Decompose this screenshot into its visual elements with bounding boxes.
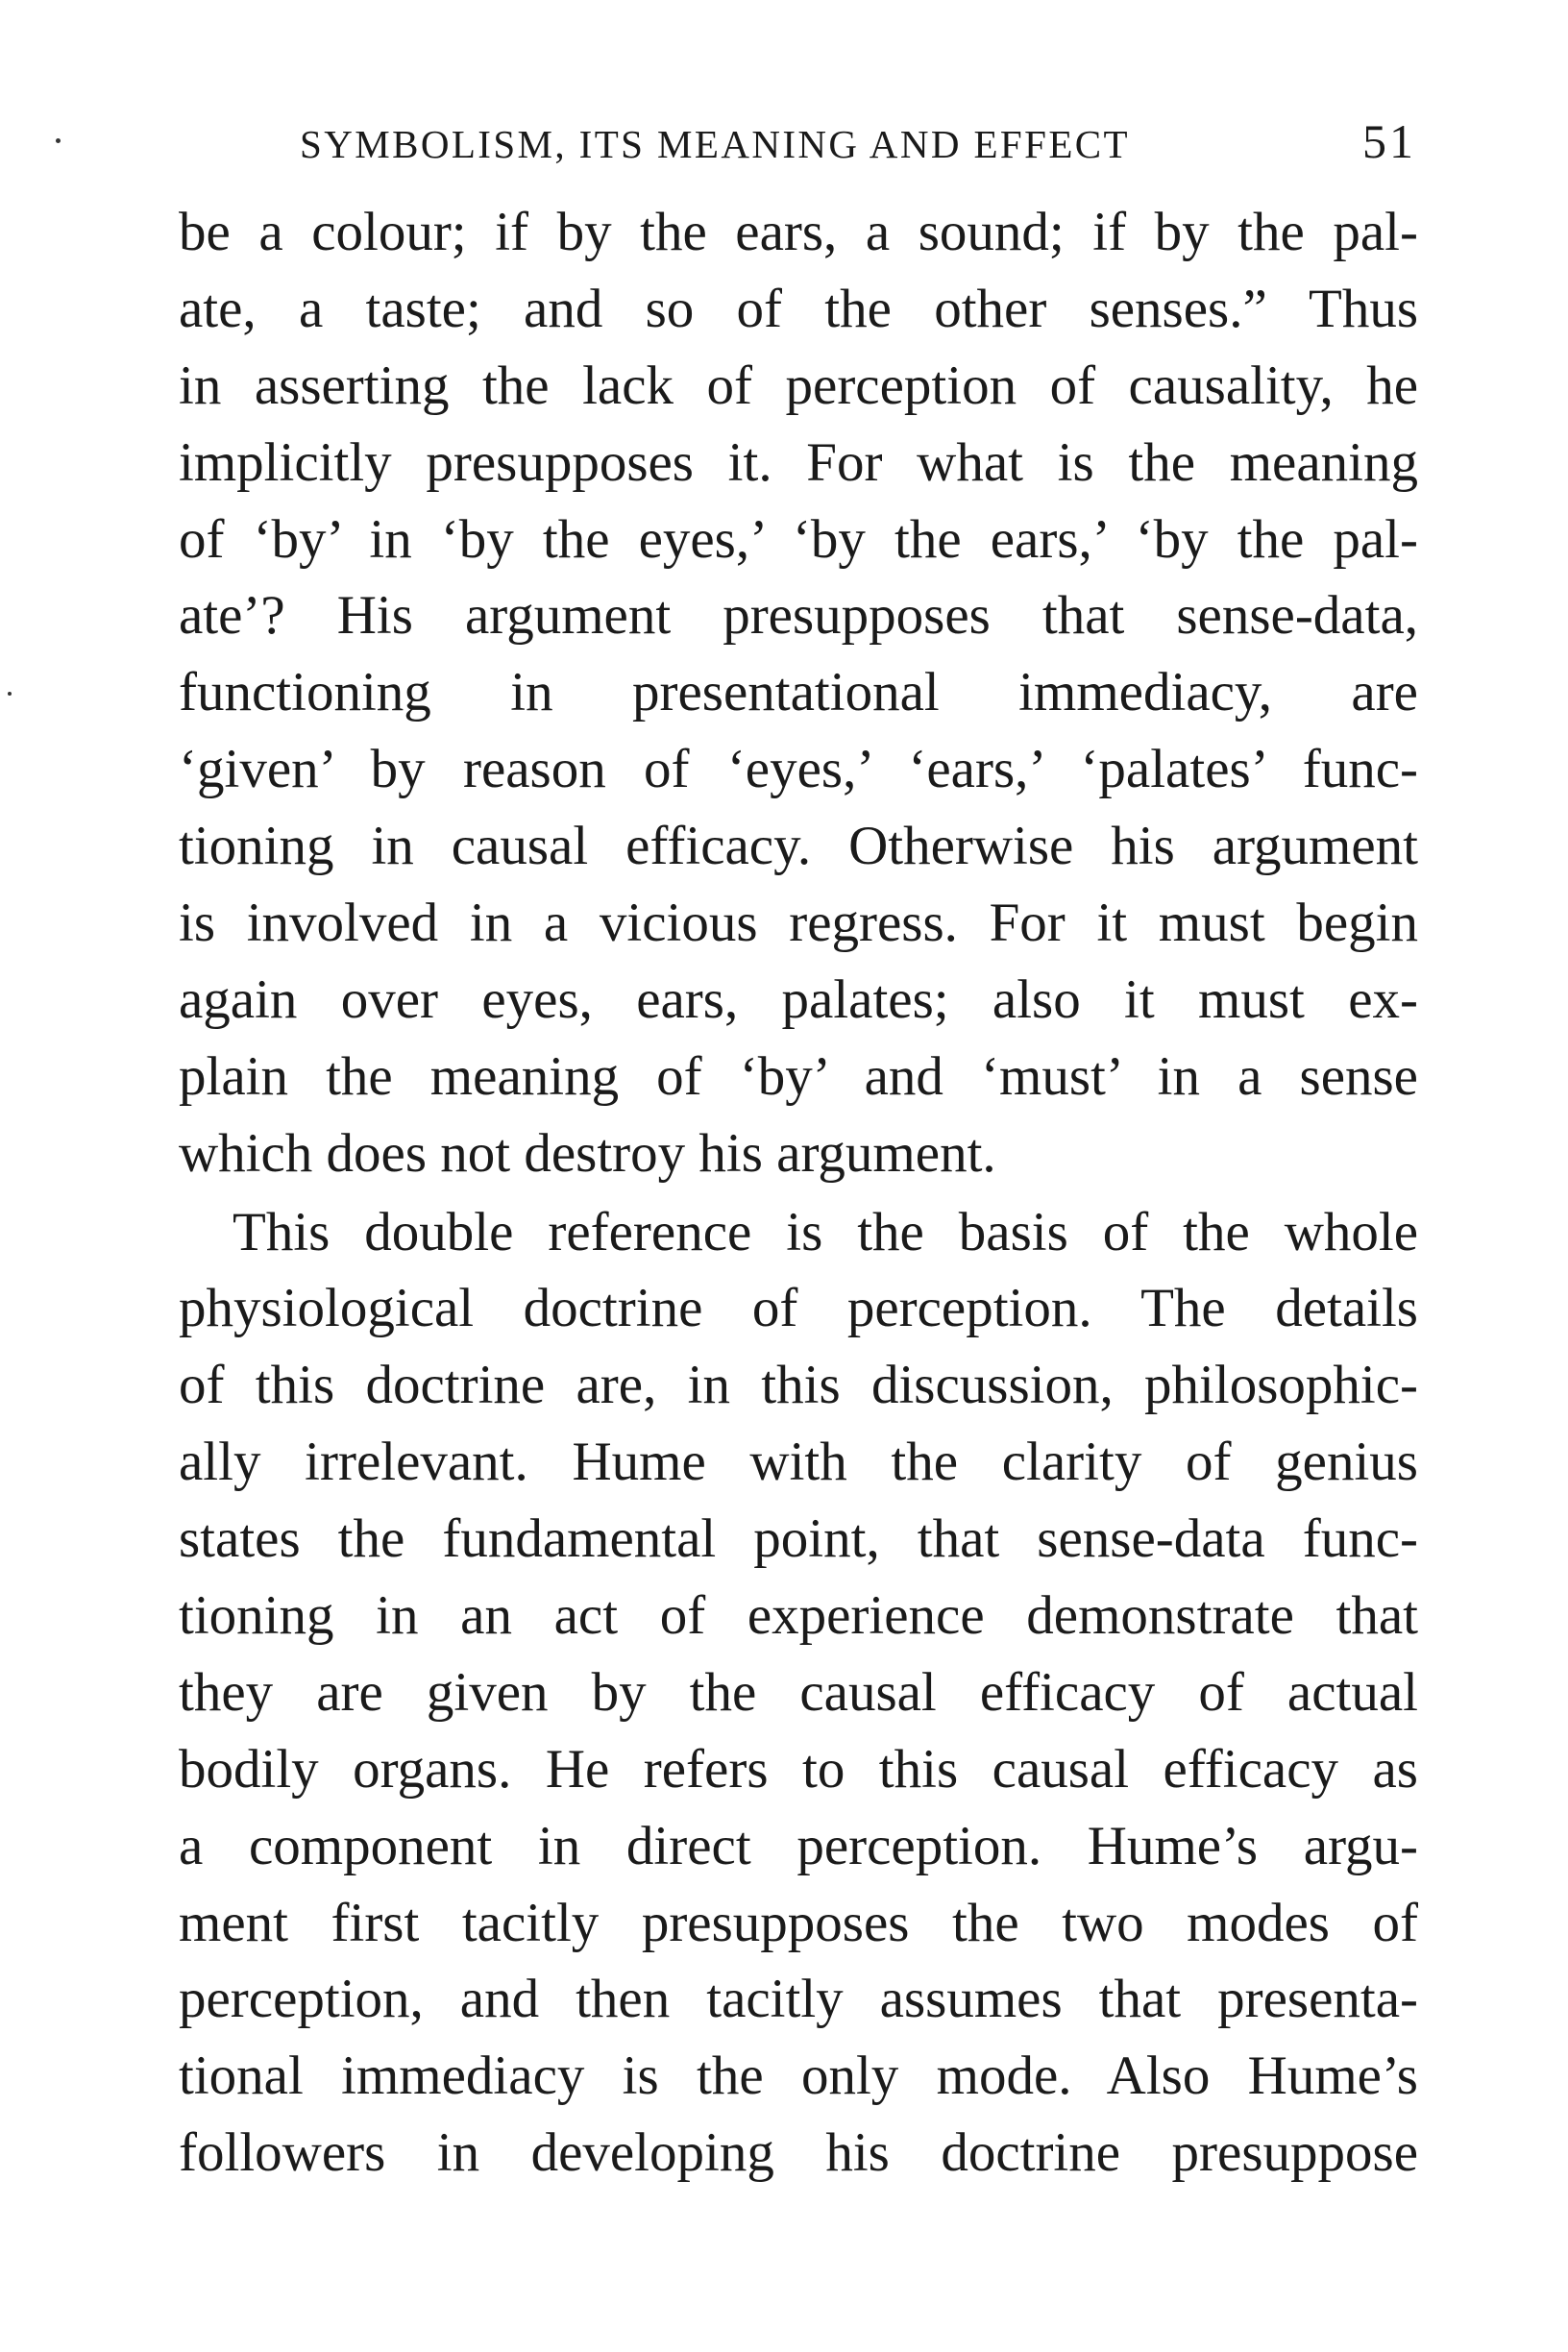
- text-line: tional immediacy is the only mode. Also Hume’s: [179, 2046, 1418, 2107]
- text-line: bodily organs. He refers to this causal efficacy as: [179, 1738, 1418, 1800]
- text-line: again over eyes, ears, palates; also it must ex-: [179, 968, 1418, 1030]
- running-title: SYMBOLISM, ITS MEANING AND EFFECT: [300, 122, 1130, 166]
- text-line: followers in developing his doctrine presuppose: [179, 2122, 1418, 2184]
- text-line: a component in direct perception. Hume’s argu-: [179, 1815, 1418, 1876]
- text-line: tioning in an act of experience demonstrate that: [179, 1585, 1418, 1647]
- paragraph-1: [179, 194, 1418, 1192]
- margin-dot: [56, 138, 61, 143]
- text-line: ate, a taste; and so of the other senses.” Thus: [179, 278, 1418, 339]
- text-line: functioning in presentational immediacy, are: [179, 662, 1418, 723]
- text-line: in asserting the lack of perception of causality, he: [179, 355, 1418, 416]
- book-page: [179, 110, 1418, 2223]
- text-line: This double reference is the basis of the whole: [233, 1201, 1418, 1262]
- text-line: plain the meaning of ‘by’ and ‘must’ in a sense: [179, 1045, 1418, 1107]
- text-line: ‘given’ by reason of ‘eyes,’ ‘ears,’ ‘palates’ func-: [179, 739, 1418, 800]
- text-line: ally irrelevant. Hume with the clarity of genius: [179, 1432, 1418, 1493]
- text-line: is involved in a vicious regress. For it must begin: [179, 893, 1418, 954]
- text-line: tioning in causal efficacy. Otherwise his argument: [179, 816, 1418, 877]
- running-head: [179, 110, 1418, 186]
- margin-dot: [8, 692, 12, 696]
- text-line: physiological doctrine of perception. The details: [179, 1278, 1418, 1339]
- page-number: 51: [1362, 114, 1416, 168]
- text-line: which does not destroy his argument.: [179, 1122, 996, 1184]
- text-line: be a colour; if by the ears, a sound; if by the pal-: [179, 202, 1418, 262]
- text-line: ate’? His argument presupposes that sense-data,: [179, 585, 1418, 647]
- text-line: perception, and then tacitly assumes that presenta-: [179, 1969, 1418, 2030]
- text-line: ment first tacitly presupposes the two modes of: [179, 1892, 1418, 1953]
- text-line: of this doctrine are, in this discussion, philosophic-: [179, 1355, 1418, 1416]
- body-text: [179, 194, 1418, 2192]
- text-line: states the fundamental point, that sense-data func-: [179, 1508, 1418, 1570]
- text-line: they are given by the causal efficacy of actual: [179, 1661, 1418, 1723]
- paragraph-2: [179, 1194, 1418, 2193]
- text-line: of ‘by’ in ‘by the eyes,’ ‘by the ears,’ ‘by the pal-: [179, 508, 1418, 570]
- text-line: implicitly presupposes it. For what is the meaning: [179, 431, 1418, 493]
